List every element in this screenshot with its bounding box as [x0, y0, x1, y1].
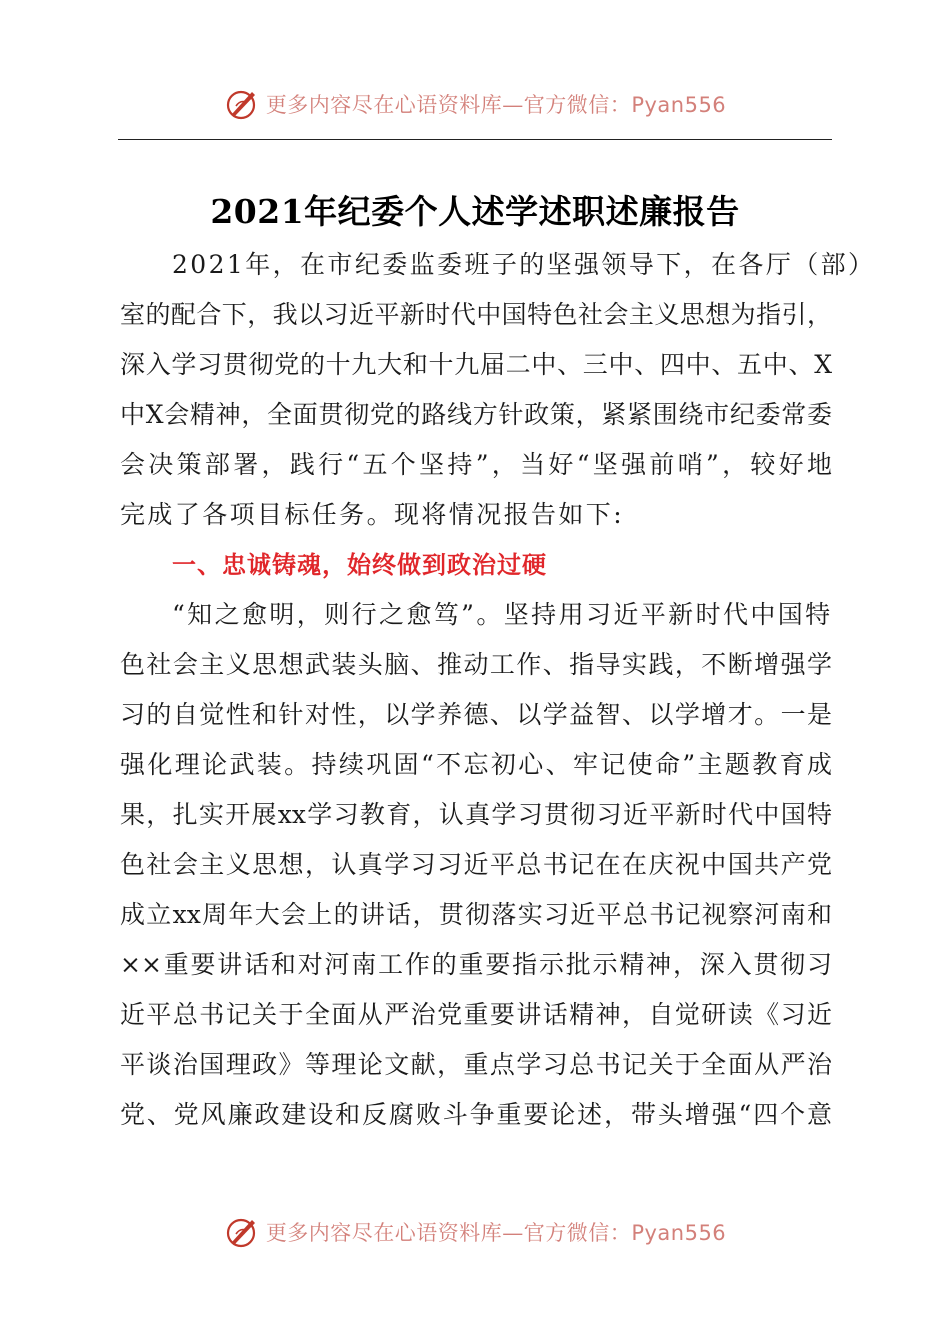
- paragraph-line: 中X会精神，全面贯彻党的路线方针政策，紧紧围绕市纪委常委: [120, 400, 832, 429]
- paragraph-line: 色社会主义思想武装头脑、推动工作、指导实践，不断增强学: [120, 650, 832, 679]
- section-heading: 一、忠诚铸魂，始终做到政治过硬: [172, 551, 547, 579]
- header-divider: [118, 139, 832, 140]
- paragraph-line: 成立xx周年大会上的讲话，贯彻落实习近平总书记视察河南和: [120, 900, 832, 929]
- paragraph-line: 2021年，在市纪委监委班子的坚强领导下，在各厅（部）: [172, 250, 876, 279]
- banner-wechat-id: Pyan556: [631, 1221, 727, 1245]
- document-body: [120, 240, 876, 1140]
- paragraph-line: 色社会主义思想，认真学习习近平总书记在在庆祝中国共产党: [120, 850, 832, 879]
- banner-wechat-id: Pyan556: [631, 93, 727, 117]
- pen-logo-icon: [224, 86, 260, 122]
- paragraph-line: 深入学习贯彻党的十九大和十九届二中、三中、四中、五中、X: [120, 350, 832, 379]
- banner-text: 更多内容尽在心语资料库—官方微信：: [265, 93, 632, 117]
- paragraph-line: 室的配合下，我以习近平新时代中国特色社会主义思想为指引，: [120, 300, 832, 329]
- paragraph-line: 平谈治国理政》等理论文献，重点学习总书记关于全面从严治: [120, 1050, 832, 1079]
- document-title: 2021年纪委个人述学述职述廉报告: [210, 192, 740, 231]
- paragraph-line: ××重要讲话和对河南工作的重要指示批示精神，深入贯彻习: [120, 950, 832, 979]
- paragraph-line: 习的自觉性和针对性，以学养德、以学益智、以学增才。一是: [120, 700, 832, 729]
- banner-text: 更多内容尽在心语资料库—官方微信：: [265, 1221, 632, 1245]
- footer-banner: [0, 1212, 950, 1252]
- paragraph-line: 强化理论武装。持续巩固“不忘初心、牢记使命”主题教育成: [120, 750, 832, 779]
- header-banner: [0, 84, 950, 124]
- paragraph-line: 完成了各项目标任务。现将情况报告如下:: [120, 500, 625, 529]
- paragraph-line: 党、党风廉政建设和反腐败斗争重要论述，带头增强“四个意: [120, 1100, 832, 1129]
- paragraph-line: 果，扎实开展xx学习教育，认真学习贯彻习近平新时代中国特: [120, 800, 832, 829]
- paragraph-line: 会决策部署，践行“五个坚持”，当好“坚强前哨”，较好地: [120, 450, 832, 479]
- pen-logo-icon: [224, 1214, 260, 1250]
- paragraph-line: 近平总书记关于全面从严治党重要讲话精神，自觉研读《习近: [120, 1000, 832, 1029]
- paragraph-line: “知之愈明，则行之愈笃”。坚持用习近平新时代中国特: [172, 600, 833, 629]
